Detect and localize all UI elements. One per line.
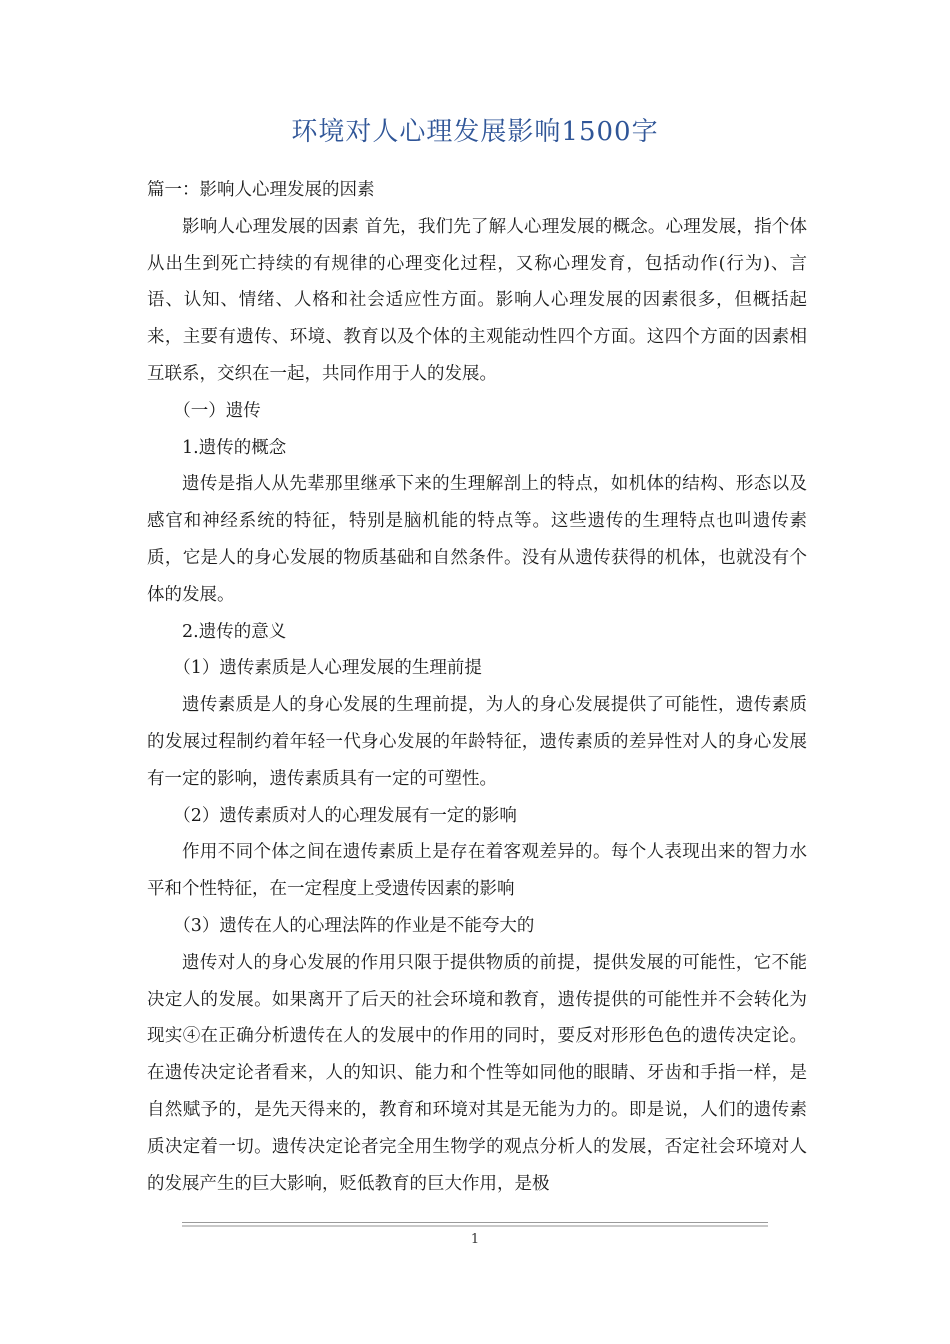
footer-divider-line xyxy=(182,1222,768,1223)
list-item-heading: （3）遗传在人的心理法阵的作业是不能夸大的 xyxy=(173,915,535,936)
body-paragraph: 遗传是指人从先辈那里继承下来的生理解剖上的特点，如机体的结构、形态以及感官和神经系统的特征，特别是脑机能的特点等。这些遗传的生理特点也叫遗传素质，它是人的身心发展的物质基础和自然条件。没有从遗传获得的机体，也就没有个体的发展。 xyxy=(147,474,807,605)
subsection-heading: 2.遗传的意义 xyxy=(182,621,287,642)
section-heading: 篇一：影响人心理发展的因素 xyxy=(147,180,375,200)
page-number: 1 xyxy=(470,1232,480,1247)
subsection-heading: 1.遗传的概念 xyxy=(182,437,287,458)
document-title: 环境对人心理发展影响1500字 xyxy=(291,117,659,147)
list-item-heading: （2）遗传素质对人的心理发展有一定的影响 xyxy=(173,805,517,826)
body-paragraph: 遗传素质是人的身心发展的生理前提，为人的身心发展提供了可能性，遗传素质的发展过程制约着年轻一代身心发展的年龄特征，遗传素质的差异性对人的身心发展有一定的影响，遗传素质具有一定的可塑性。 xyxy=(147,695,807,789)
subsection-heading: （一）遗传 xyxy=(173,400,261,421)
footer-divider xyxy=(182,1222,768,1227)
list-item-heading: （1）遗传素质是人心理发展的生理前提 xyxy=(173,658,482,679)
document-body xyxy=(147,172,807,1202)
body-paragraph: 遗传对人的身心发展的作用只限于提供物质的前提，提供发展的可能性，它不能决定人的发展。如果离开了后天的社会环境和教育，遗传提供的可能性并不会转化为现实④在正确分析遗传在人的发展中的作用的同时，要反对形形色色的遗传决定论。在遗传决定论者看来，人的知识、能力和个性等如同他的眼睛、牙齿和手指一样，是自然赋予的，是先天得来的，教育和环境对其是无能为力的。即是说，人们的遗传素质决定着一切。遗传决定论者完全用生物学的观点分析人的发展，否定社会环境对人的发展产生的巨大影响，贬低教育的巨大作用，是极 xyxy=(147,952,807,1194)
body-paragraph: 影响人心理发展的因素 首先，我们先了解人心理发展的概念。心理发展，指个体从出生到死亡持续的有规律的心理变化过程，又称心理发育，包括动作(行为)、言语、认知、情绪、人格和社会适应性方面。影响人心理发展的因素很多，但概括起来，主要有遗传、环境、教育以及个体的主观能动性四个方面。这四个方面的因素相互联系，交织在一起，共同作用于人的发展。 xyxy=(147,216,807,384)
footer-divider-line xyxy=(182,1225,768,1227)
body-paragraph: 作用不同个体之间在遗传素质上是存在着客观差异的。每个人表现出来的智力水平和个性特征，在一定程度上受遗传因素的影响 xyxy=(147,842,807,900)
